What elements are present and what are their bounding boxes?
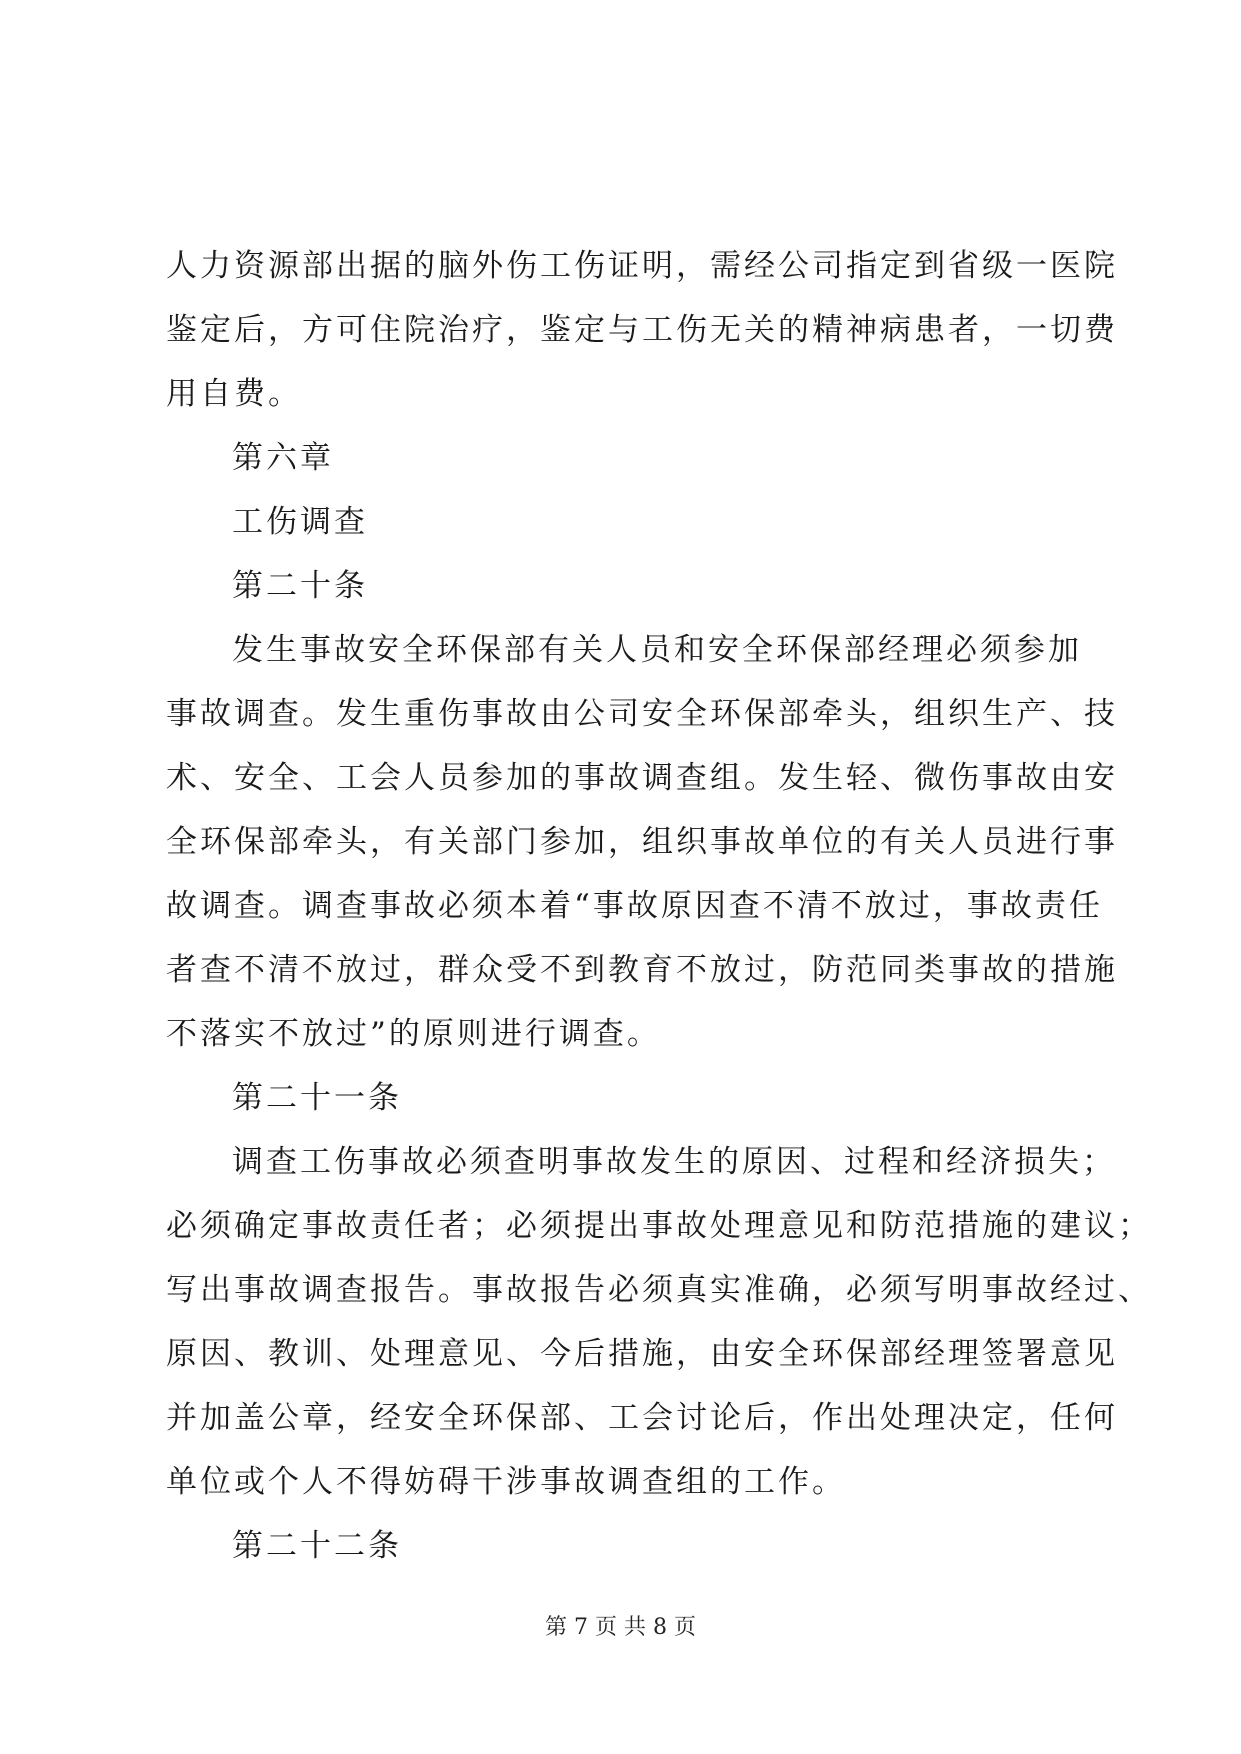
text-line: 单位或个人不得妨碍干涉事故调查组的工作。 [166,1464,846,1500]
document-body [166,234,1152,1578]
text-line: 者查不清不放过，群众受不到教育不放过，防范同类事故的措施 [166,952,1118,988]
chapter-number: 第六章 [232,440,334,476]
text-line: 用自费。 [166,376,302,412]
text-line: 全环保部牵头，有关部门参加，组织事故单位的有关人员进行事 [166,824,1118,860]
text-line: 人力资源部出据的脑外伤工伤证明，需经公司指定到省级一医院 [166,248,1118,284]
text-line: 并加盖公章，经安全环保部、工会讨论后，作出处理决定，任何 [166,1400,1118,1436]
text-line: 原因、教训、处理意见、今后措施，由安全环保部经理签署意见 [166,1336,1118,1372]
article-heading: 第二十条 [232,568,368,604]
text-line: 写出事故调查报告。事故报告必须真实准确，必须写明事故经过、 [166,1272,1152,1308]
article-heading: 第二十二条 [232,1528,402,1564]
text-line: 术、安全、工会人员参加的事故调查组。发生轻、微伤事故由安 [166,760,1118,796]
text-line: 事故调查。发生重伤事故由公司安全环保部牵头，组织生产、技 [166,696,1118,732]
text-line: 发生事故安全环保部有关人员和安全环保部经理必须参加 [232,632,1082,668]
text-line: 不落实不放过”的原则进行调查。 [166,1016,661,1052]
text-line: 鉴定后，方可住院治疗，鉴定与工伤无关的精神病患者，一切费 [166,312,1118,348]
text-line: 调查工伤事故必须查明事故发生的原因、过程和经济损失； [232,1144,1116,1180]
text-line: 故调查。调查事故必须本着“事故原因查不清不放过，事故责任 [166,888,1103,924]
page-footer: 第 7 页 共 8 页 [545,1615,696,1640]
text-line: 必须确定事故责任者；必须提出事故处理意见和防范措施的建议； [166,1208,1152,1244]
chapter-title: 工伤调查 [232,504,368,540]
article-heading: 第二十一条 [232,1080,402,1116]
